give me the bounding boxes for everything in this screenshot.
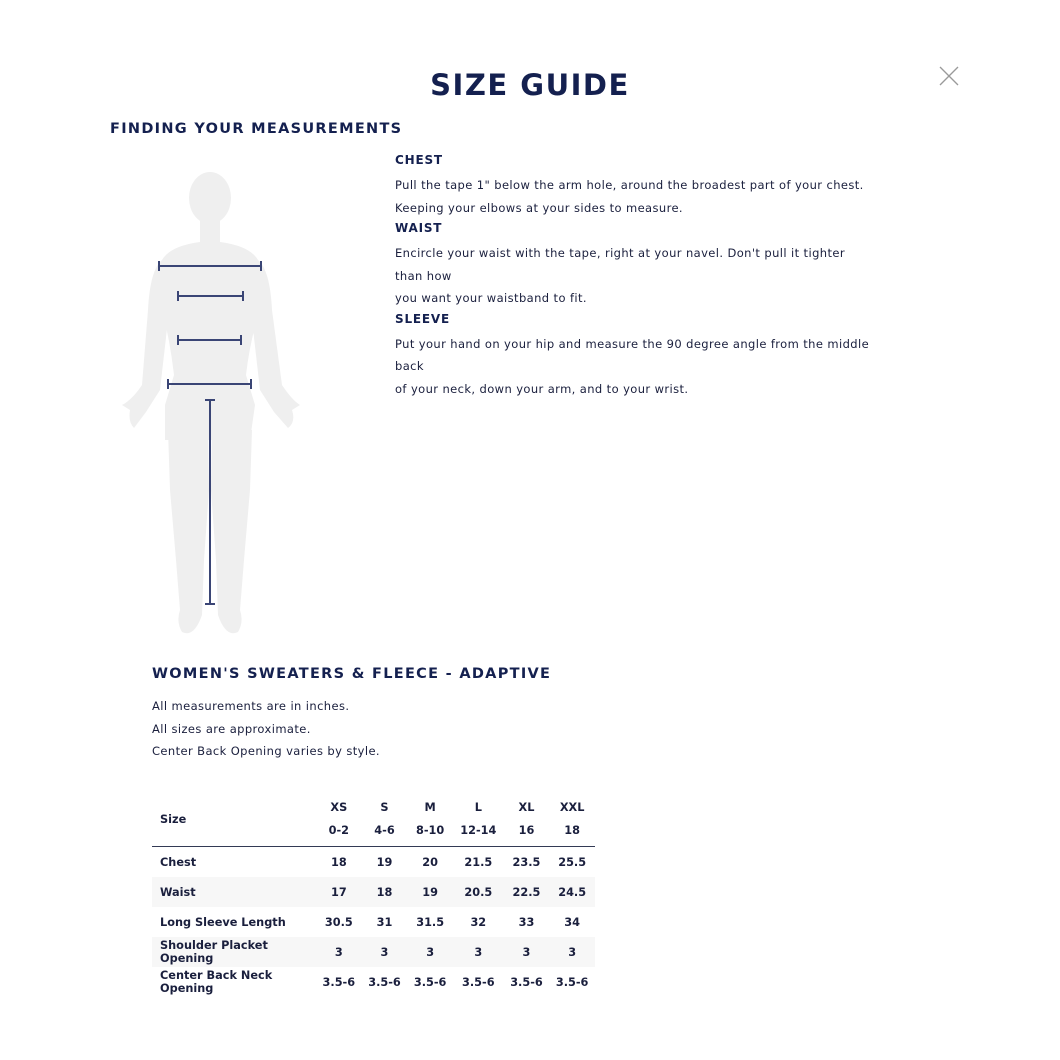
table-cell: 3	[334, 945, 343, 959]
column-header-xl	[504, 792, 550, 847]
chest-description	[395, 174, 875, 219]
table-cell: 20	[422, 855, 438, 869]
table-cell: 18	[376, 885, 393, 899]
table-cell: 20.5	[464, 885, 493, 899]
table-cell: 25.5	[558, 855, 587, 869]
chest-label: CHEST	[395, 153, 443, 167]
chest-description-line-2: Keeping your elbows at your sides to measure.	[395, 200, 683, 215]
column-header-l	[453, 792, 504, 847]
waist-label: WAIST	[395, 221, 443, 235]
column-header-s	[362, 792, 408, 847]
size-chart-table	[152, 792, 595, 997]
table-cell: 21.5	[464, 855, 493, 869]
body-silhouette-illustration	[110, 160, 320, 640]
table-cell: 31	[376, 915, 393, 929]
row-label: Center Back Neck Opening	[160, 969, 273, 995]
table-row	[152, 907, 595, 937]
size-chart-notes	[152, 695, 552, 763]
size-code: S	[380, 801, 389, 814]
close-button[interactable]	[935, 62, 963, 90]
waist-description	[395, 242, 875, 310]
body-measurement-figure	[110, 160, 320, 640]
table-cell: 19	[422, 885, 438, 899]
sleeve-description	[395, 333, 875, 401]
size-code: XS	[330, 801, 348, 814]
table-cell: 33	[518, 915, 535, 929]
table-cell: 3.5-6	[510, 975, 543, 989]
column-header-xs	[316, 792, 362, 847]
size-range: 18	[564, 824, 581, 837]
close-icon	[935, 62, 963, 90]
table-row	[152, 967, 595, 997]
table-cell: 3	[568, 945, 577, 959]
column-header-xxl	[549, 792, 595, 847]
table-cell: 3.5-6	[368, 975, 401, 989]
finding-measurements-heading: FINDING YOUR MEASUREMENTS	[110, 121, 403, 137]
table-cell: 24.5	[558, 885, 587, 899]
waist-description-line-1: Encircle your waist with the tape, right at your navel. Don't pull it tighter than how	[395, 246, 845, 283]
size-range: 0-2	[328, 824, 350, 837]
table-header-row	[152, 792, 595, 847]
table-row	[152, 877, 595, 907]
size-range: 12-14	[460, 824, 497, 837]
size-range: 8-10	[416, 824, 445, 837]
row-label: Waist	[160, 885, 196, 899]
row-label: Chest	[160, 855, 197, 869]
table-cell: 3	[522, 945, 531, 959]
size-range: 16	[518, 824, 535, 837]
row-label: Long Sleeve Length	[160, 915, 286, 929]
table-cell: 3	[380, 945, 389, 959]
sleeve-label: SLEEVE	[395, 311, 450, 326]
size-code: L	[474, 801, 482, 814]
chest-description-line-1: Pull the tape 1" below the arm hole, around the broadest part of your chest.	[395, 178, 864, 192]
column-header-m	[407, 792, 453, 847]
row-label: Shoulder Placket Opening	[160, 939, 268, 965]
sleeve-description-line-1: Put your hand on your hip and measure the 90 degree angle from the middle back	[395, 336, 870, 373]
table-cell: 3	[426, 945, 435, 959]
measurement-instructions	[395, 152, 875, 401]
measure-chest	[395, 152, 875, 219]
table-cell: 3.5-6	[462, 975, 495, 989]
table-cell: 30.5	[324, 915, 353, 929]
measure-sleeve	[395, 311, 875, 401]
sleeve-description-line-2: of your neck, down your arm, and to your wrist.	[395, 381, 689, 396]
table-cell: 3	[474, 945, 483, 959]
table-cell: 31.5	[416, 915, 445, 929]
note-inches: All measurements are in inches.	[152, 699, 350, 713]
size-code: XL	[518, 801, 535, 814]
waist-description-line-2: you want your waistband to fit.	[395, 291, 587, 305]
size-header-label: Size	[160, 812, 187, 826]
table-row	[152, 937, 595, 967]
measure-waist	[395, 220, 875, 310]
table-cell: 17	[330, 885, 347, 899]
table-cell: 19	[376, 855, 393, 869]
table-cell: 23.5	[512, 855, 541, 869]
size-code: XXL	[559, 801, 585, 814]
table-cell: 18	[330, 855, 347, 869]
size-chart-heading: WOMEN'S SWEATERS & FLEECE - ADAPTIVE	[152, 666, 552, 682]
page-title: SIZE GUIDE	[430, 68, 630, 102]
table-cell: 34	[564, 915, 581, 929]
table-cell: 22.5	[512, 885, 541, 899]
table-cell: 3.5-6	[555, 975, 589, 989]
note-center-back: Center Back Opening varies by style.	[152, 744, 380, 759]
size-code: M	[424, 801, 436, 814]
note-approximate: All sizes are approximate.	[152, 721, 311, 736]
table-cell: 32	[470, 915, 487, 929]
table-cell: 3.5-6	[413, 975, 447, 989]
table-cell: 3.5-6	[322, 975, 356, 989]
size-range: 4-6	[374, 824, 395, 837]
table-row	[152, 847, 595, 878]
